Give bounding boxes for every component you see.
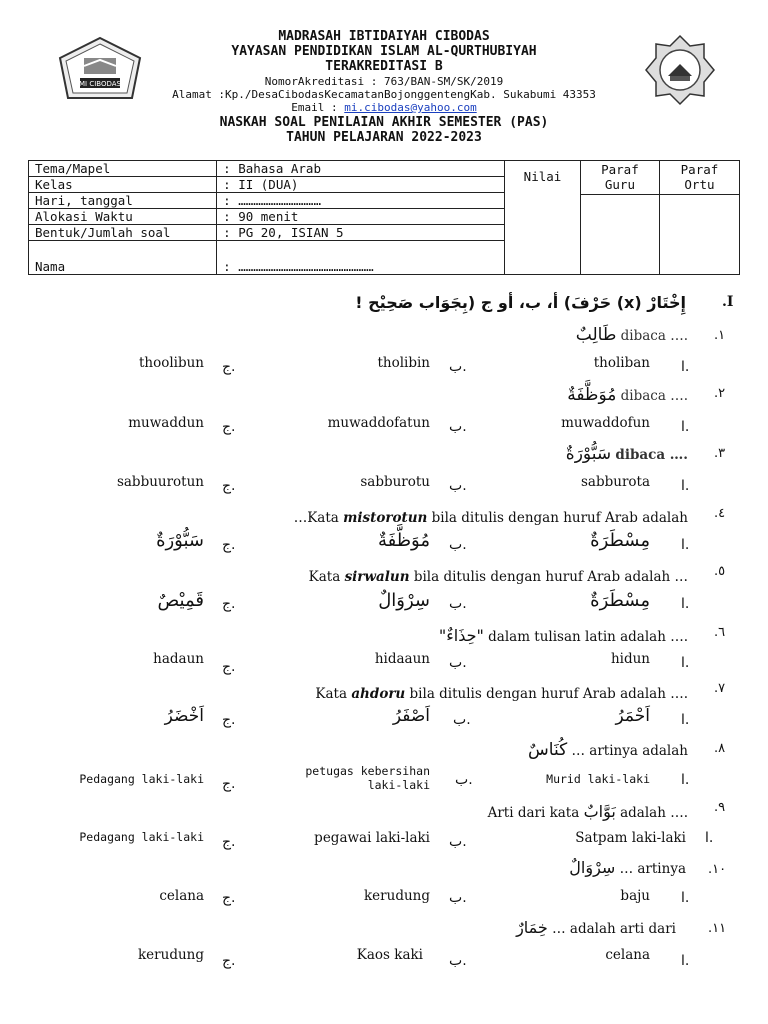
paraf-ortu-label-2: Ortu [684, 177, 715, 192]
option-b-letter: ب. [449, 890, 467, 906]
option-a[interactable]: Murid laki-laki [546, 772, 650, 786]
question-number: .٧ [714, 681, 726, 696]
option-b-letter: ب. [449, 596, 467, 612]
option-c[interactable]: قَمِيْصٌ [157, 590, 204, 611]
option-c-letter: ج. [222, 659, 236, 675]
option-b-letter: ب. [449, 478, 467, 494]
option-c[interactable]: hadaun [153, 651, 204, 667]
option-b-letter: ب. [449, 419, 467, 435]
option-a-letter: ا. [681, 359, 690, 375]
email-label: Email : [291, 101, 338, 114]
question-prompt-pre: …Kata [293, 510, 344, 526]
logo-text: MI CIBODAS [79, 80, 121, 88]
option-c[interactable]: sabbuurotun [116, 474, 204, 490]
option-c[interactable]: Pedagang laki-laki [79, 830, 204, 844]
question-prompt: dibaca …. [620, 328, 688, 344]
nilai-label: Nilai [523, 169, 562, 184]
student-info-table [28, 160, 740, 275]
option-a-letter: ا. [681, 890, 690, 906]
option-a-letter: ا. [681, 655, 690, 671]
paraf-ortu-label-1: Paraf [680, 162, 719, 177]
meta-value: : Bahasa Arab [217, 161, 505, 177]
option-b-letter: ب. [449, 834, 467, 850]
meta-value: : II (DUA) [217, 177, 505, 193]
question-number: .٢ [714, 386, 726, 401]
option-c[interactable]: thoolibun [138, 355, 204, 371]
name-field[interactable]: : ……………………………………………… [217, 241, 505, 275]
option-c-letter: ج. [222, 712, 236, 728]
question-number: .٥ [714, 564, 726, 579]
option-b[interactable]: muwaddofatun [327, 415, 430, 431]
question-prompt-post: bila ditulis dengan huruf Arab adalah … [409, 569, 688, 585]
option-a-letter: ا. [681, 478, 690, 494]
question-text [309, 569, 688, 585]
question-prompt: … adalah arti dari [552, 921, 676, 937]
option-c-letter: ج. [222, 359, 236, 375]
question-number: .٩ [714, 800, 726, 815]
question-text [439, 626, 688, 645]
option-a-letter: ا. [681, 953, 690, 969]
option-a-letter: ا. [681, 772, 690, 788]
option-b-letter: ب. [449, 953, 467, 969]
option-a[interactable]: اَحْمَرُ [615, 706, 650, 726]
meta-value: : PG 20, ISIAN 5 [217, 225, 505, 241]
paraf-guru-header [580, 161, 659, 275]
question-prompt: dibaca …. [615, 447, 688, 463]
question-prompt-post: adalah …. [615, 805, 688, 821]
question-prompt: … artinya adalah [571, 743, 688, 759]
question-prompt-pre: Arti dari kata [487, 805, 584, 821]
option-a-letter: ا. [681, 419, 690, 435]
question-text [488, 802, 688, 821]
question-text [567, 385, 688, 405]
question-prompt: … artinya [619, 861, 686, 877]
option-c-letter: ج. [222, 776, 236, 792]
email-line [0, 101, 768, 114]
question-keyword: ahdoru [351, 686, 406, 702]
option-b[interactable]: sabburotu [360, 474, 430, 490]
option-a[interactable]: مِسْطَرَةٌ [590, 590, 650, 611]
option-b[interactable]: مُوَظَّفَةٌ [377, 530, 430, 551]
question-number: .٨ [714, 741, 726, 756]
option-a[interactable]: tholiban [593, 355, 650, 371]
address: Alamat :Kp./DesaCibodasKecamatanBojonggentengKab. Sukabumi 43353 [172, 88, 596, 101]
meta-label: Alokasi Waktu [29, 209, 217, 225]
email-link[interactable]: mi.cibodas@yahoo.com [344, 101, 477, 114]
option-c[interactable]: سَبُّوْرَةٌ [156, 530, 204, 551]
question-prompt-pre: Kata [308, 569, 345, 585]
option-a[interactable]: sabburota [580, 474, 650, 490]
arabic-word: بَوَّابٌ [583, 802, 616, 821]
meta-label: Tema/Mapel [29, 161, 217, 177]
option-b-letter: ب. [453, 712, 471, 728]
question-number: .٣ [714, 446, 726, 461]
question-number: .١١ [708, 921, 727, 936]
option-b[interactable]: hidaaun [374, 651, 430, 667]
option-c-letter: ج. [222, 953, 236, 969]
question-text [315, 686, 688, 702]
option-b-letter: ب. [455, 772, 473, 788]
question-prompt-post: bila ditulis dengan huruf Arab adalah …. [405, 686, 688, 702]
arabic-word: كُنَاسٌ [528, 740, 568, 760]
paraf-ortu-header [659, 161, 739, 275]
arabic-word: سِرْوَالٌ [569, 858, 616, 877]
option-a[interactable]: Satpam laki-laki [575, 830, 686, 846]
option-c[interactable]: kerudung [138, 947, 204, 963]
option-b-letter: ب. [449, 655, 467, 671]
question-keyword: mistorotun [343, 510, 428, 526]
arabic-word: مُوَظَّفَةٌ [567, 385, 617, 405]
question-text [576, 325, 688, 345]
question-text [528, 740, 688, 760]
option-b[interactable]: kerudung [364, 888, 430, 904]
option-a-letter: ا. [681, 712, 690, 728]
meta-label: Kelas [29, 177, 217, 193]
arabic-word: سَبُّوْرَةٌ [565, 444, 612, 464]
option-a[interactable]: celana [605, 947, 650, 963]
option-c[interactable]: اَخْضَرُ [164, 706, 204, 726]
question-text [569, 858, 686, 877]
paraf-guru-label-2: Guru [604, 177, 635, 192]
question-text [566, 444, 688, 464]
paraf-guru-label-1: Paraf [601, 162, 639, 177]
option-c[interactable]: celana [159, 888, 204, 904]
option-a-letter: ا. [681, 596, 690, 612]
question-prompt: dalam tulisan latin adalah …. [488, 629, 688, 645]
option-b-letter: ب. [449, 359, 467, 375]
question-number: .١ [714, 328, 726, 343]
question-prompt-pre: Kata [315, 686, 352, 702]
section-instruction: إِخْتَارْ (x) حَرْفَ) أ، ب، أو ج (بِجَوَاب صَحِيْح ! [355, 293, 686, 312]
option-c-letter: ج. [222, 890, 236, 906]
question-number: .٤ [714, 506, 726, 521]
question-text [516, 918, 676, 937]
foundation-name: YAYASAN PENDIDIKAN ISLAM AL-QURTHUBIYAH [231, 44, 537, 59]
option-a-letter: ا. [705, 830, 714, 846]
option-c-letter: ج. [222, 596, 236, 612]
meta-label: Bentuk/Jumlah soal [29, 225, 217, 241]
option-c-letter: ج. [222, 419, 236, 435]
school-name: MADRASAH IBTIDAIYAH CIBODAS [278, 29, 490, 44]
option-c-letter: ج. [222, 834, 236, 850]
accreditation-number: NomorAkreditasi : 763/BAN-SM/SK/2019 [264, 75, 504, 88]
arabic-word: "حِذَاءٌ" [438, 626, 484, 645]
option-c[interactable]: muwaddun [128, 415, 204, 431]
option-a[interactable]: muwaddofun [561, 415, 650, 431]
option-b[interactable]: اَصْفَرُ [392, 706, 430, 726]
option-a[interactable]: hidun [610, 651, 650, 667]
option-b[interactable]: petugas kebersihan laki-laki [305, 764, 430, 792]
arabic-word: طَالِبٌ [575, 325, 617, 345]
meta-label: Nama [29, 241, 217, 275]
arabic-word: خِمَارٌ [516, 918, 548, 937]
date-field[interactable]: : …………………………… [217, 193, 505, 209]
accreditation: TERAKREDITASI B [325, 59, 443, 74]
exam-title: NASKAH SOAL PENILAIAN AKHIR SEMESTER (PAS) [219, 115, 549, 130]
option-c[interactable]: Pedagang laki-laki [79, 772, 204, 786]
school-year: TAHUN PELAJARAN 2022-2023 [286, 130, 482, 145]
option-a[interactable]: baju [620, 888, 650, 904]
question-keyword: sirwalun [344, 569, 410, 585]
option-b[interactable]: Kaos kaki [356, 947, 423, 963]
meta-label: Hari, tanggal [29, 193, 217, 209]
option-a[interactable]: مِسْطَرَةٌ [590, 530, 650, 551]
option-a-letter: ا. [681, 537, 690, 553]
question-number: .١٠ [708, 862, 727, 877]
option-b[interactable]: pegawai laki-laki [314, 830, 430, 846]
question-number: .٦ [714, 625, 726, 640]
question-prompt: dibaca …. [620, 388, 688, 404]
question-prompt-post: bila ditulis dengan huruf Arab adalah [427, 510, 688, 526]
option-b[interactable]: سِرْوَالٌ [378, 590, 430, 611]
option-b[interactable]: tholibin [377, 355, 430, 371]
question-text [294, 510, 688, 526]
option-b-letter: ب. [449, 537, 467, 553]
option-c-letter: ج. [222, 478, 236, 494]
nilai-header [505, 161, 581, 275]
section-number: .I [722, 294, 734, 310]
option-c-letter: ج. [222, 537, 236, 553]
meta-value: : 90 menit [217, 209, 505, 225]
